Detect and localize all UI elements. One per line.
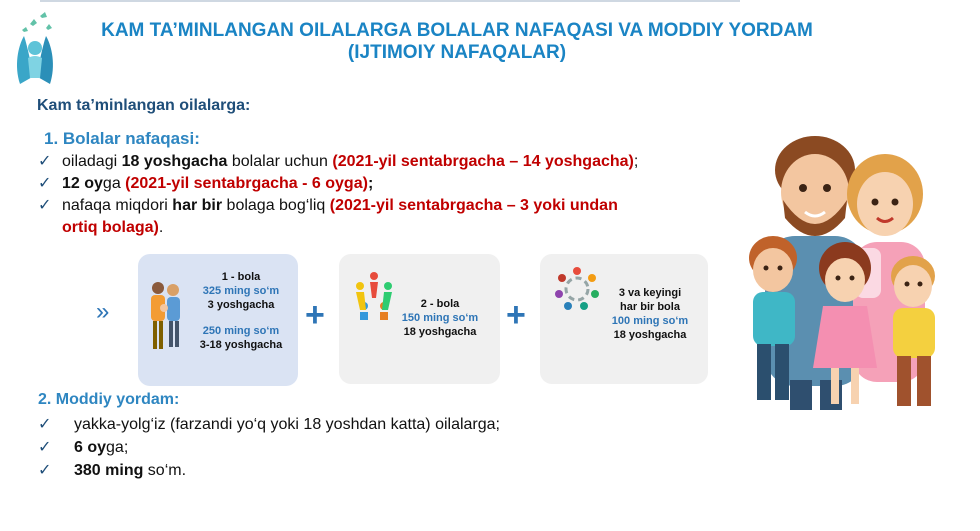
item-bold: har bir: [172, 197, 223, 214]
card3-text: [594, 286, 706, 342]
list-item-continuation: [38, 217, 728, 239]
card-second-child: [339, 254, 500, 384]
item-red: (2021-yil sentabrgacha – 14 yoshgacha): [332, 153, 634, 170]
card1-age: 3 yoshgacha: [207, 299, 275, 311]
card3-each: har bir bola: [620, 301, 680, 313]
item-text: so‘m.: [143, 462, 187, 479]
section2-heading: 2. Moddiy yordam:: [38, 391, 180, 408]
list-item: [38, 459, 500, 482]
list-item: [38, 195, 728, 217]
item-bold: 18 yoshgacha: [121, 153, 228, 170]
item-bold: 6 oy: [74, 439, 107, 456]
card2-amount: 150 ming so‘m: [401, 312, 479, 324]
family-photo-icon: [142, 278, 188, 354]
card-first-child: [138, 254, 298, 386]
check-icon: ✓: [38, 439, 52, 456]
chevron-icon: »: [96, 298, 110, 325]
list-item: [38, 436, 500, 459]
logo-icon: [10, 6, 60, 88]
item-text: oiladagi: [62, 153, 122, 170]
item-text: ga: [102, 175, 126, 192]
item-text: ;: [633, 153, 639, 170]
section1-heading: 1. Bolalar nafaqasi:: [44, 129, 200, 148]
list-item: [38, 151, 728, 173]
check-icon: ✓: [38, 175, 52, 192]
check-icon: ✓: [38, 416, 52, 433]
section2-list: [38, 413, 500, 482]
check-icon: ✓: [38, 462, 52, 479]
plus-icon: +: [305, 296, 325, 334]
top-divider: [40, 0, 740, 2]
list-item: [38, 173, 728, 195]
intro-text: Kam ta’minlangan oilalarga:: [37, 97, 251, 114]
item-text: .: [158, 219, 164, 236]
page-title: [62, 20, 852, 64]
card3-age: 18 yoshgacha: [613, 329, 687, 341]
check-icon: ✓: [38, 197, 52, 214]
title-line-2: (IJTIMOIY NAFAQALAR): [347, 42, 567, 63]
item-red: (2021-yil sentabrgacha – 3 yoki undan: [329, 197, 618, 214]
item-red: ortiq bolaga): [62, 219, 159, 236]
item-text: bolaga bog‘liq: [222, 197, 330, 214]
item-bold: 380 ming: [74, 462, 144, 479]
card1-amount2: 250 ming so‘m: [202, 325, 280, 337]
item-text: nafaqa miqdori: [62, 197, 173, 214]
item-text: bolalar uchun: [227, 153, 333, 170]
item-text: yakka-yolg‘iz (farzandi yo‘q yoki 18 yoshdan katta) oilalarga;: [74, 416, 500, 433]
card1-text: [184, 270, 298, 352]
card1-amount: 325 ming so‘m: [202, 285, 280, 297]
family-illustration: [735, 130, 975, 415]
card-third-child: [540, 254, 708, 384]
card1-count: 1 - bola: [221, 271, 261, 283]
card2-age: 18 yoshgacha: [403, 326, 477, 338]
item-text: ;: [367, 175, 374, 192]
section1-list: [38, 151, 728, 239]
card2-count: 2 - bola: [420, 298, 460, 310]
item-red: (2021-yil sentabrgacha - 6 oyga): [125, 175, 368, 192]
list-item: [38, 413, 500, 436]
card3-count: 3 va keyingi: [618, 287, 682, 299]
item-bold: 12 oy: [62, 175, 103, 192]
item-text: ga;: [106, 439, 129, 456]
card2-text: [385, 297, 495, 339]
title-line-1: KAM TA’MINLANGAN OILALARGA BOLALAR NAFAQASI VA MODDIY YORDAM: [101, 20, 813, 41]
plus-icon: +: [506, 296, 526, 334]
check-icon: ✓: [38, 153, 52, 170]
card1-age2: 3-18 yoshgacha: [199, 339, 283, 351]
card3-amount: 100 ming so‘m: [611, 315, 689, 327]
